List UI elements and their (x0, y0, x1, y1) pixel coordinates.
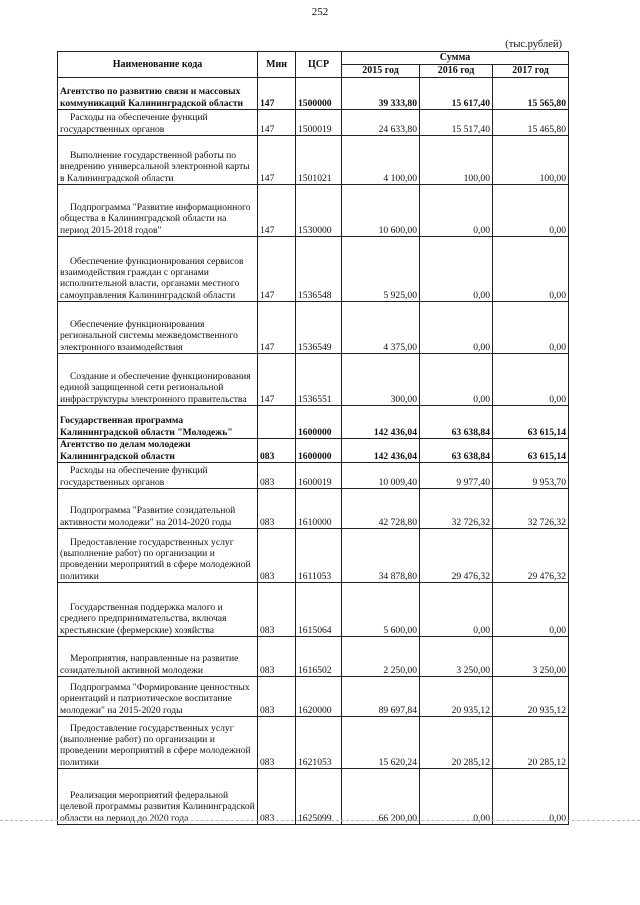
row-2017: 20 285,12 (493, 717, 569, 769)
row-2017: 63 615,14 (493, 406, 569, 439)
row-2017: 15 465,80 (493, 110, 569, 136)
row-name: Агентство по развитию связи и массовых коммуникаций Калининградской области (58, 78, 258, 110)
table-row (58, 489, 569, 529)
row-min: 147 (258, 136, 296, 185)
row-csr: 1616502 (296, 637, 342, 677)
row-name: Подпрограмма "Развитие информационного общества в Калининградской области на период 2015-2018 годов" (58, 185, 258, 237)
row-2016: 0,00 (420, 354, 493, 406)
row-2016: 29 476,32 (420, 529, 493, 583)
row-csr: 1615064 (296, 583, 342, 637)
row-2016: 100,00 (420, 136, 493, 185)
row-2016: 63 638,84 (420, 439, 493, 463)
table-row (58, 110, 569, 136)
table-row (58, 439, 569, 463)
row-2017: 32 726,32 (493, 489, 569, 529)
table-row (58, 354, 569, 406)
row-min: 083 (258, 489, 296, 529)
row-2017: 20 935,12 (493, 677, 569, 717)
row-csr: 1536549 (296, 302, 342, 354)
row-2016: 0,00 (420, 185, 493, 237)
row-2015: 300,00 (342, 354, 420, 406)
row-min: 147 (258, 185, 296, 237)
table-row (58, 717, 569, 769)
table-row (58, 463, 569, 489)
row-2017: 100,00 (493, 136, 569, 185)
row-2015: 2 250,00 (342, 637, 420, 677)
row-2017: 15 565,80 (493, 78, 569, 110)
row-name: Обеспечение функционирования региональной системы межведомственного электронного взаимодействия (58, 302, 258, 354)
row-csr: 1610000 (296, 489, 342, 529)
row-name: Государственная поддержка малого и среднего предпринимательства, включая крестьянские (фермерские) хозяйства (58, 583, 258, 637)
row-name: Агентство по делам молодежи Калининградской области (58, 439, 258, 463)
row-min: 083 (258, 439, 296, 463)
row-2015: 142 436,04 (342, 406, 420, 439)
row-2017: 3 250,00 (493, 637, 569, 677)
table-row (58, 237, 569, 302)
row-min: 147 (258, 354, 296, 406)
row-2017: 63 615,14 (493, 439, 569, 463)
row-csr: 1500019 (296, 110, 342, 136)
table-row (58, 78, 569, 110)
row-2016: 20 285,12 (420, 717, 493, 769)
row-name: Обеспечение функционирования сервисов взаимодействия граждан с органами исполнительной власти, органами местного самоуправления Калининградской области (58, 237, 258, 302)
row-2017: 0,00 (493, 354, 569, 406)
page-number: 252 (311, 6, 329, 18)
table-row (58, 136, 569, 185)
row-2017: 0,00 (493, 769, 569, 825)
row-csr: 1620000 (296, 677, 342, 717)
row-name: Расходы на обеспечение функций государственных органов (58, 463, 258, 489)
row-name: Мероприятия, направленные на развитие созидательной активной молодежи (58, 637, 258, 677)
row-min: 083 (258, 769, 296, 825)
row-2017: 0,00 (493, 185, 569, 237)
table-body (58, 78, 569, 825)
row-2016: 0,00 (420, 302, 493, 354)
row-2016: 63 638,84 (420, 406, 493, 439)
table-row (58, 769, 569, 825)
row-name: Подпрограмма "Развитие созидательной активности молодежи" на 2014-2020 годы (58, 489, 258, 529)
row-csr: 1600000 (296, 406, 342, 439)
row-2015: 42 728,80 (342, 489, 420, 529)
row-2015: 15 620,24 (342, 717, 420, 769)
row-csr: 1600019 (296, 463, 342, 489)
budget-table (57, 51, 569, 825)
row-2016: 20 935,12 (420, 677, 493, 717)
row-2015: 4 375,00 (342, 302, 420, 354)
row-name: Предоставление государственных услуг (выполнение работ) по организации и проведении мероприятий в сфере молодежной политики (58, 717, 258, 769)
table-row (58, 529, 569, 583)
row-csr: 1536551 (296, 354, 342, 406)
row-2015: 66 200,00 (342, 769, 420, 825)
row-min: 147 (258, 237, 296, 302)
row-csr: 1611053 (296, 529, 342, 583)
row-name: Создание и обеспечение функционирования единой защищенной сети региональной инфраструктуры электронного правительства (58, 354, 258, 406)
row-min: 083 (258, 637, 296, 677)
units-note: (тыс.рублей) (505, 39, 562, 50)
row-2017: 9 953,70 (493, 463, 569, 489)
row-name: Выполнение государственной работы по внедрению универсальной электронной карты в Калининградской области (58, 136, 258, 185)
row-min: 083 (258, 717, 296, 769)
row-name: Расходы на обеспечение функций государственных органов (58, 110, 258, 136)
header-2017: 2017 год (493, 65, 569, 78)
row-min: 147 (258, 302, 296, 354)
table-row (58, 583, 569, 637)
row-min: 083 (258, 529, 296, 583)
row-name: Подпрограмма "Формирование ценностных ориентаций и патриотическое воспитание молодежи" на 2015-2020 годы (58, 677, 258, 717)
row-csr: 1536548 (296, 237, 342, 302)
row-2015: 5 600,00 (342, 583, 420, 637)
row-2016: 0,00 (420, 237, 493, 302)
header-sum: Сумма (342, 52, 569, 65)
row-2016: 0,00 (420, 769, 493, 825)
row-min: 083 (258, 677, 296, 717)
row-min (258, 406, 296, 439)
row-min: 147 (258, 110, 296, 136)
row-csr: 1600000 (296, 439, 342, 463)
header-name: Наименование кода (58, 52, 258, 78)
row-2015: 34 878,80 (342, 529, 420, 583)
row-2017: 0,00 (493, 583, 569, 637)
row-min: 147 (258, 78, 296, 110)
header-min: Мин (258, 52, 296, 78)
row-2016: 9 977,40 (420, 463, 493, 489)
row-name: Государственная программа Калининградской области "Молодежь" (58, 406, 258, 439)
row-min: 083 (258, 463, 296, 489)
row-2015: 5 925,00 (342, 237, 420, 302)
row-name: Предоставление государственных услуг (выполнение работ) по организации и проведении мероприятий в сфере молодежной политики (58, 529, 258, 583)
row-csr: 1625099 (296, 769, 342, 825)
row-2015: 89 697,84 (342, 677, 420, 717)
row-csr: 1500000 (296, 78, 342, 110)
row-2015: 39 333,80 (342, 78, 420, 110)
table-row (58, 637, 569, 677)
table-row (58, 677, 569, 717)
header-2016: 2016 год (420, 65, 493, 78)
header-csr: ЦСР (296, 52, 342, 78)
row-2017: 29 476,32 (493, 529, 569, 583)
row-2016: 15 617,40 (420, 78, 493, 110)
header-2015: 2015 год (342, 65, 420, 78)
table-row (58, 302, 569, 354)
row-2017: 0,00 (493, 302, 569, 354)
row-2015: 10 600,00 (342, 185, 420, 237)
row-2015: 142 436,04 (342, 439, 420, 463)
row-2017: 0,00 (493, 237, 569, 302)
row-2016: 32 726,32 (420, 489, 493, 529)
row-2015: 4 100,00 (342, 136, 420, 185)
row-2015: 24 633,80 (342, 110, 420, 136)
row-2016: 15 517,40 (420, 110, 493, 136)
row-2015: 10 009,40 (342, 463, 420, 489)
row-min: 083 (258, 583, 296, 637)
row-2016: 0,00 (420, 583, 493, 637)
table-row (58, 406, 569, 439)
row-name: Реализация мероприятий федеральной целевой программы развития Калининградской области на период до 2020 года (58, 769, 258, 825)
scan-dashed-line (0, 820, 640, 821)
row-csr: 1621053 (296, 717, 342, 769)
row-csr: 1530000 (296, 185, 342, 237)
row-csr: 1501021 (296, 136, 342, 185)
row-2016: 3 250,00 (420, 637, 493, 677)
table-row (58, 185, 569, 237)
